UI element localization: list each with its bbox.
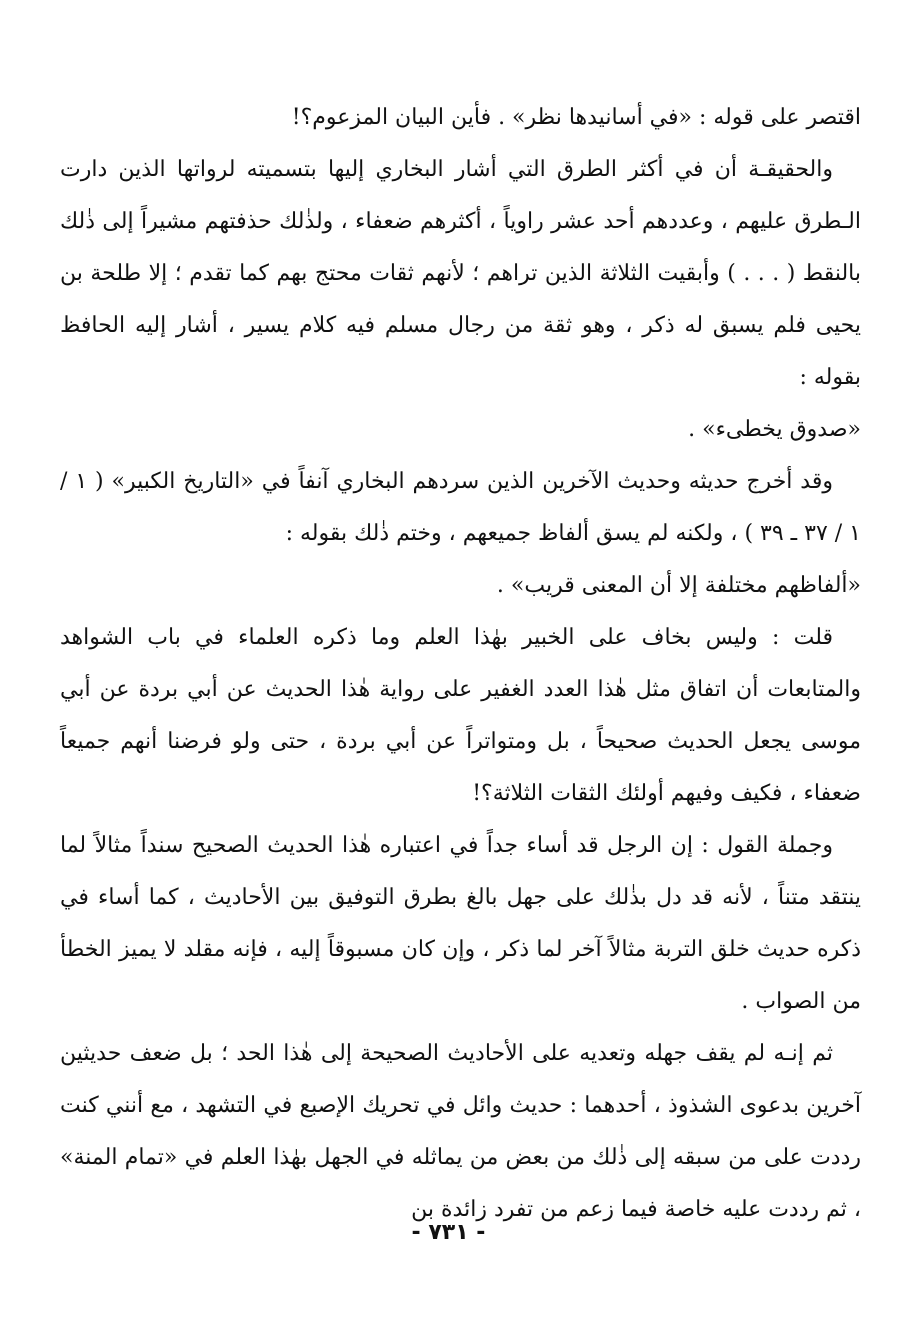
paragraph-6: ثم إنـه لم يقف جهله وتعديه على الأحاديث الصحيحة إلى هٰذا الحد ؛ بل ضعف حديثين آخرين بدعوى الشذوذ ، أحدهما : حديث وائل في تحريك الإصبع في التشهد ، مع أنني كنت رددت على من سبقه إلى ذٰلك من بعض من يماثله في الجهل بهٰذا العلم في «تمام المنة» ، ثم رددت عليه خاصة فيما زعم من تفرد زائدة بن bbox=[60, 1041, 861, 1222]
paragraph-4: قلت : وليس بخاف على الخبير بهٰذا العلم وما ذكره العلماء في باب الشواهد والمتابعات أن اتفاق مثل هٰذا العدد الغفير على رواية هٰذا الحديث عن أبي بردة عن أبي موسى يجعل الحديث صحيحاً ، بل ومتواتراً عن أبي بردة ، حتى ولو فرضنا أنهم جميعاً ضعفاء ، فكيف وفيهم أولئك الثقات الثلاثة؟! bbox=[60, 625, 861, 806]
paragraph-3: وقد أخرج حديثه وحديث الآخرين الذين سردهم البخاري آنفاً في «التاريخ الكبير» ( ١ / ١ / ٣٧ ـ ٣٩ ) ، ولكنه لم يسق ألفاظ جميعهم ، وختم ذٰلك بقوله : bbox=[60, 469, 861, 546]
page-number: - ٧٣١ - bbox=[411, 1220, 486, 1245]
paragraph-1: اقتصر على قوله : «في أسانيدها نظر» . فأين البيان المزعوم؟! bbox=[291, 105, 861, 130]
quote-1: «صدوق يخطىء» . bbox=[688, 417, 861, 442]
quote-2: «ألفاظهم مختلفة إلا أن المعنى قريب» . bbox=[496, 573, 861, 598]
body-text bbox=[60, 92, 861, 1236]
paragraph-2: والحقيقـة أن في أكثر الطرق التي أشار البخاري إليها بتسميته لرواتها الذين دارت الـطرق عليهم ، وعددهم أحد عشر راوياً ، أكثرهم ضعفاء ، ولذٰلك حذفتهم مشيراً إلى ذٰلك بالنقط ( . . . ) وأبقيت الثلاثة الذين تراهم ؛ لأنهم ثقات محتج بهم كما تقدم ؛ إلا طلحة بن يحيى فلم يسبق له ذكر ، وهو ثقة من رجال مسلم فيه كلام يسير ، أشار إليه الحافظ بقوله : bbox=[60, 157, 861, 390]
paragraph-5: وجملة القول : إن الرجل قد أساء جداً في اعتباره هٰذا الحديث الصحيح سنداً مثالاً لما ينتقد متناً ، لأنه قد دل بذٰلك على جهل بالغ بطرق التوفيق بين الأحاديث ، كما أساء في ذكره حديث خلق التربة مثالاً آخر لما ذكر ، وإن كان مسبوقاً إليه ، فإنه مقلد لا يميز الخطأ من الصواب . bbox=[60, 833, 861, 1014]
